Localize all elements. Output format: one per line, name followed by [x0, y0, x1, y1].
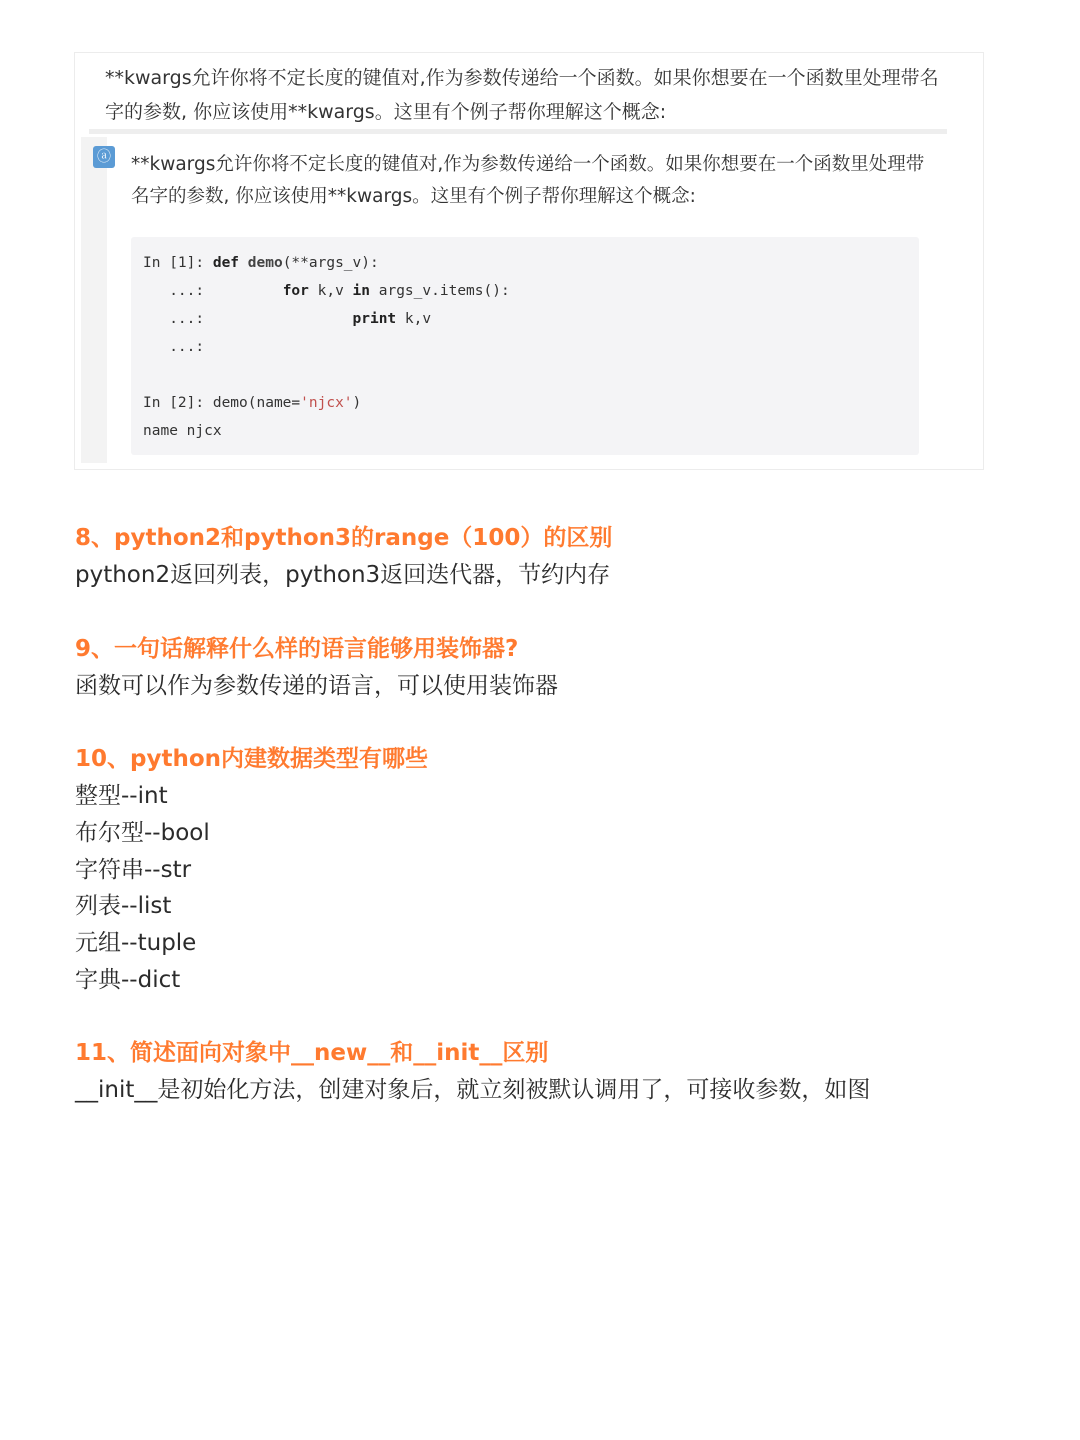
datatype-bool: 布尔型--bool — [75, 820, 210, 846]
code-keyword: for — [282, 283, 309, 299]
code-prompt: ...: — [143, 283, 283, 299]
code-string: 'njcx' — [300, 395, 353, 411]
answer-bot-icon: ⓐ — [93, 146, 115, 168]
code-text: k,v — [396, 311, 432, 327]
embedded-screenshot — [74, 52, 984, 470]
code-prompt: ...: — [143, 311, 353, 327]
screenshot-inner-card — [81, 137, 949, 463]
code-prompt: In [2]: — [143, 395, 213, 411]
code-text: ) — [352, 395, 362, 411]
code-prompt: In [1]: — [143, 255, 213, 271]
section-9-title: 9、一句话解释什么样的语言能够用装饰器? — [75, 636, 519, 662]
section-10-title: 10、python内建数据类型有哪些 — [75, 746, 429, 772]
screenshot-separator — [89, 129, 947, 134]
inner-card-left-bar — [81, 137, 107, 463]
datatype-str: 字符串--str — [75, 857, 192, 883]
code-function-name: demo — [239, 255, 283, 271]
screenshot-intro-text: **kwargs允许你将不定长度的键值对,作为参数传递给一个函数。如果你想要在一个函数里处理带名字的参数, 你应该使用**kwargs。这里有个例子帮你理解这个概念: — [105, 67, 939, 123]
code-line-2 — [143, 277, 510, 305]
section-11-title: 11、简述面向对象中__new__和__init__区别 — [75, 1040, 549, 1066]
code-keyword: def — [212, 255, 240, 271]
code-keyword: print — [352, 311, 397, 327]
code-line-4 — [143, 333, 204, 361]
code-output-line: name njcx — [143, 423, 222, 439]
code-line-1 — [143, 249, 379, 277]
code-text: (**args_v): — [282, 255, 379, 271]
datatype-dict: 字典--dict — [75, 967, 181, 993]
code-line-3 — [143, 305, 431, 333]
datatype-list: 列表--list — [75, 893, 172, 919]
code-prompt: ...: — [143, 339, 205, 355]
section-8-title: 8、python2和python3的range（100）的区别 — [75, 525, 613, 551]
code-block — [131, 237, 919, 455]
code-text: k,v — [308, 283, 353, 299]
datatype-tuple: 元组--tuple — [75, 930, 197, 956]
code-text: demo(name= — [212, 395, 301, 411]
inner-card-text: **kwargs允许你将不定长度的键值对,作为参数传递给一个函数。如果你想要在一个函数里处理带名字的参数, 你应该使用**kwargs。这里有个例子帮你理解这个概念: — [131, 154, 925, 207]
code-text: args_v.items(): — [370, 283, 510, 299]
section-11-answer: __init__是初始化方法，创建对象后，就立刻被默认调用了，可接收参数，如图 — [75, 1077, 871, 1103]
datatype-int: 整型--int — [75, 783, 168, 809]
code-keyword: in — [352, 283, 371, 299]
section-9-answer: 函数可以作为参数传递的语言，可以使用装饰器 — [75, 673, 558, 699]
section-8-answer: python2返回列表，python3返回迭代器，节约内存 — [75, 562, 611, 588]
code-line-5 — [143, 389, 361, 417]
